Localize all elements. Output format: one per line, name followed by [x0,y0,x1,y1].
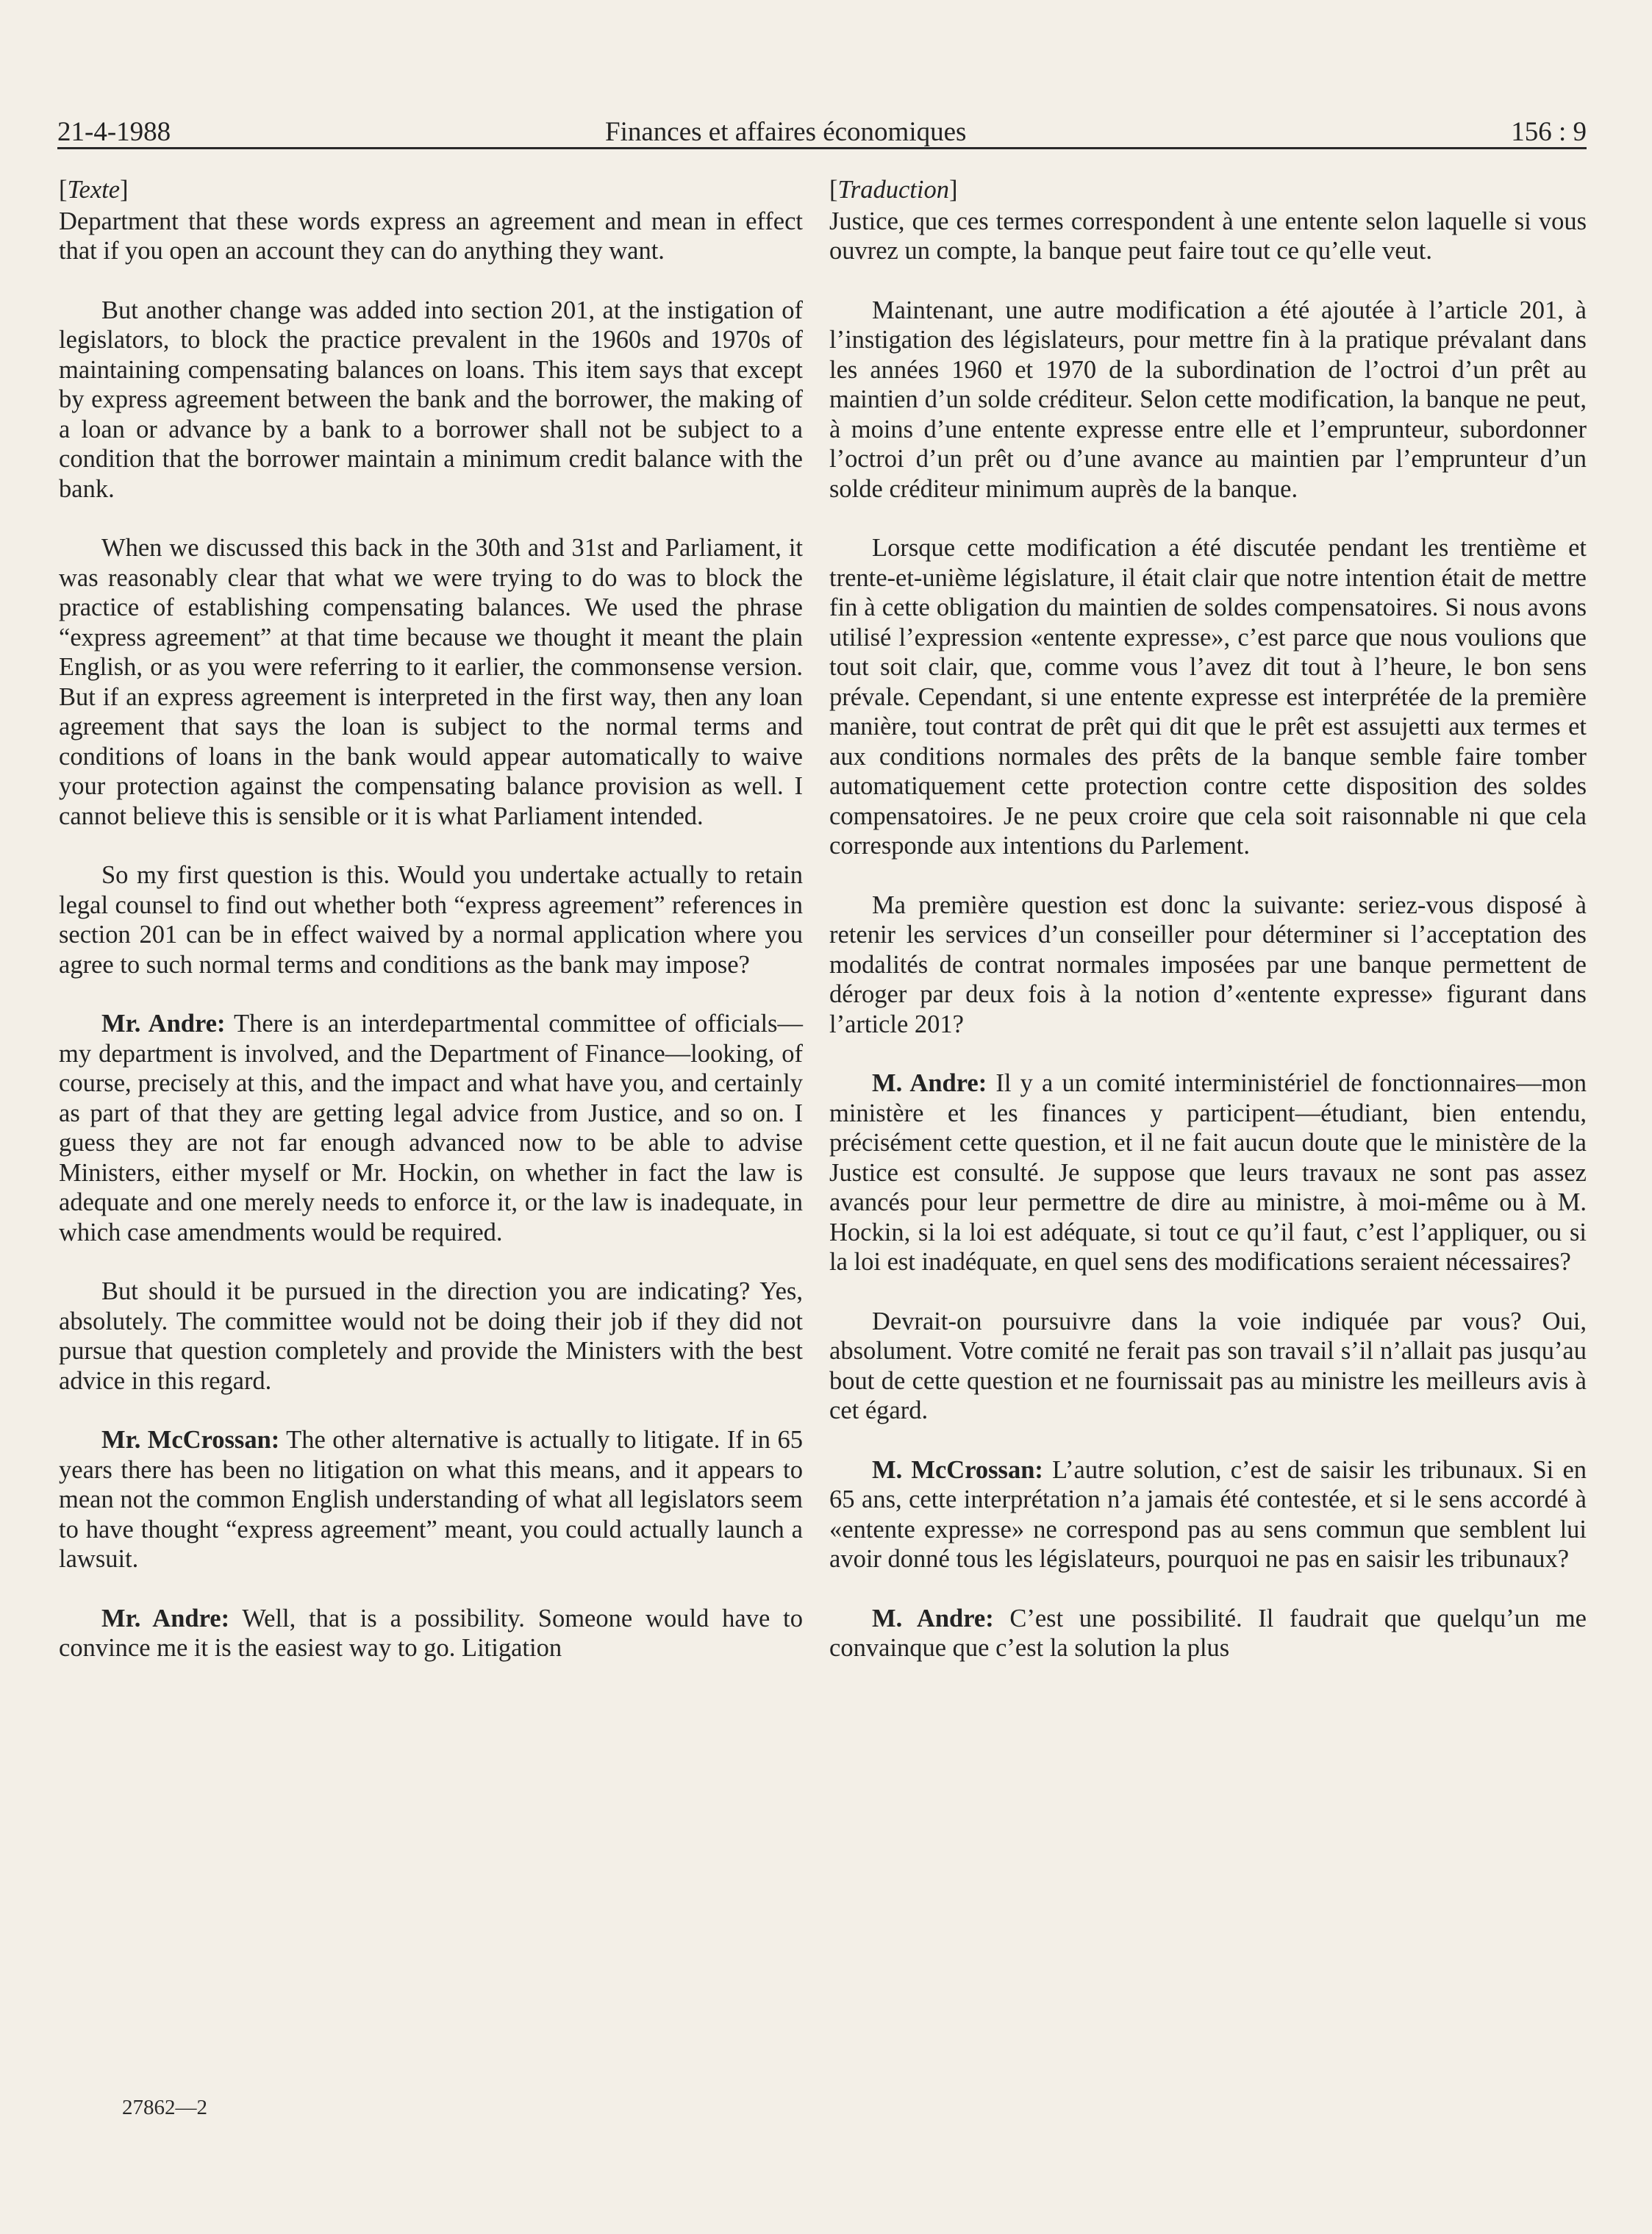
speaker-name: M. Andre: [872,1069,987,1097]
paragraph [59,533,803,831]
paragraph [59,1425,803,1574]
paragraph [829,1455,1587,1574]
paragraph [829,1307,1587,1426]
paragraph [829,207,1587,266]
paragraph-text: Maintenant, une autre modification a été ajoutée à l’article 201, à l’instigation des législateurs, pour mettre fin à la pratique prévalant dans les années 1960 et 1970 de la subordination de l’octroi d’un prêt au maintien d’un solde créditeur. Selon cette modification, la banque ne peut, à moins d’une entente expresse entre elle et l’emprunteur, subordonner l’octroi d’un prêt ou d’une avance au maintien par l’emprunteur d’un solde créditeur minimum auprès de la banque. [829,296,1587,503]
paragraph-text: Justice, que ces termes correspondent à une entente selon laquelle si vous ouvrez un compte, la banque peut faire tout ce qu’elle veut. [829,207,1587,265]
speaker-name: Mr. Andre: [101,1010,226,1038]
page-header [57,116,1587,151]
paragraph-text: When we discussed this back in the 30th and 31st and Parliament, it was reasonably clear that what we were trying to do was to block the practice of establishing compensating balances. We used the phrase “express agreement” at that time because we thought it meant the plain English, or as you were referring to it earlier, the commonsense version. But if an express agreement is interpreted in the first way, then any loan agreement that says the loan is subject to the normal terms and conditions of loans in the bank would appear automatically to waive your protection against the compensating balance provision as well. I cannot believe this is sensible or it is what Parliament intended. [59,534,803,830]
header-rule [57,147,1587,149]
column-label-traduction: [Traduction] [829,176,958,204]
paragraph-text: Il y a un comité interministériel de fonctionnaires—mon ministère et les finances y participent—étudiant, bien entendu, précisément cette question, et il ne fait aucun doute que le ministère de la Justice est consulté. Je suppose que leurs travaux ne sont pas assez avancés pour leur permettre de dire au ministre, à moi-même ou à M. Hockin, si la loi est adéquate, si tout ce qu’il faut, c’est l’appliquer, ou si la loi est inadéquate, en quel sens des modifications seraient nécessaires? [829,1069,1587,1276]
column-label-text: Texte [67,176,121,204]
speaker-name: Mr. McCrossan: [101,1426,280,1454]
paragraph-text: So my first question is this. Would you undertake actually to retain legal counsel to find out whether both “express agreement” references in section 201 can be in effect waived by a normal application where you agree to such normal terms and conditions as the bank may impose? [59,861,803,979]
paragraph [829,891,1587,1040]
paragraph [59,296,803,504]
header-date: 21-4-1988 [57,117,171,147]
header-title: Finances et affaires économiques [605,117,967,147]
paragraph [829,533,1587,861]
paragraph-text: There is an interdepartmental committee of officials—my department is involved, and the Department of Finance—looking, of course, precisely at this, and the impact and what have you, and certainly as part of that they are getting legal advice from Justice, and so on. I guess they are not far enough advanced now to be able to advise Ministers, either myself or Mr. Hockin, on whether in fact the law is adequate and one merely needs to enforce it, or the law is inadequate, in which case amendments would be required. [59,1010,803,1246]
paragraph [829,296,1587,504]
paragraph [829,1604,1587,1663]
footer-code: 27862—2 [122,2096,207,2119]
french-column [829,175,1587,1693]
paragraph-text: The other alternative is actually to litigate. If in 65 years there has been no litigation on what this means, and it appears to mean not the common English understanding of what all legislators seem to have thought “express agreement” meant, you could actually launch a lawsuit. [59,1426,803,1573]
paragraph-text: Lorsque cette modification a été discutée pendant les trentième et trente-et-unième législature, il était clair que notre intention était de mettre fin à cette obligation du maintien de soldes compensatoires. Si nous avons utilisé l’expression «entente expresse», c’est parce que nous voulions que tout soit clair, que, comme vous l’avez dit tout à l’heure, le bon sens prévale. Cependant, si une entente expresse est interprétée de la première manière, tout contrat de prêt qui dit que le prêt est assujetti aux termes et aux conditions normales des prêts de la banque semble faire tomber automatiquement cette protection contre cette disposition des soldes compensatoires. Je ne peux croire que cela soit raisonnable ni que cela corresponde aux intentions du Parlement. [829,534,1587,860]
paragraph [829,1068,1587,1277]
paragraph [59,1009,803,1247]
column-label-texte: [Texte] [59,176,129,204]
paragraph-text: C’est une possibilité. Il faudrait que quelqu’un me convainque que c’est la solution la plus [829,1604,1587,1662]
paragraph [59,1277,803,1396]
paragraph [59,1604,803,1663]
paragraph-text: L’autre solution, c’est de saisir les tribunaux. Si en 65 ans, cette interprétation n’a jamais été contestée, et si le sens accordé à «entente expresse» ne correspond pas au sens commun que semblent lui avoir donné tous les législateurs, pourquoi ne pas en saisir les tribunaux? [829,1455,1587,1573]
speaker-name: Mr. Andre: [101,1604,230,1632]
speaker-name: M. McCrossan: [872,1455,1043,1484]
paragraph-text: Devrait-on poursuivre dans la voie indiquée par vous? Oui, absolument. Votre comité ne ferait pas son travail s’il n’allait pas jusqu’au bout de cette question et ne fournissait pas au ministre les meilleurs avis à cet égard. [829,1307,1587,1424]
paragraph [59,860,803,979]
header-page-number: 156 : 9 [1511,117,1587,147]
column-label-text: Traduction [837,176,949,204]
speaker-name: M. Andre: [872,1604,994,1632]
paragraph [59,207,803,266]
paragraph-text: Ma première question est donc la suivante: seriez-vous disposé à retenir les services d’un conseiller pour déterminer si l’acceptation des modalités de contrat normales imposées par une banque permettent de déroger par deux fois à la notion d’«entente expresse» figurant dans l’article 201? [829,891,1587,1038]
paragraph-text: Well, that is a possibility. Someone would have to convince me it is the easiest way to go. Litigation [59,1604,803,1662]
english-column [59,175,803,1693]
paragraph-text: But another change was added into section 201, at the instigation of legislators, to block the practice prevalent in the 1960s and 1970s of maintaining compensating balances on loans. This item says that except by express agreement between the bank and the borrower, the making of a loan or advance by a bank to a borrower shall not be subject to a condition that the borrower maintain a minimum credit balance with the bank. [59,296,803,503]
paragraph-text: But should it be pursued in the direction you are indicating? Yes, absolutely. The committee would not be doing their job if they did not pursue that question completely and provide the Ministers with the best advice in this regard. [59,1277,803,1395]
paragraph-text: Department that these words express an agreement and mean in effect that if you open an account they can do anything they want. [59,207,803,265]
